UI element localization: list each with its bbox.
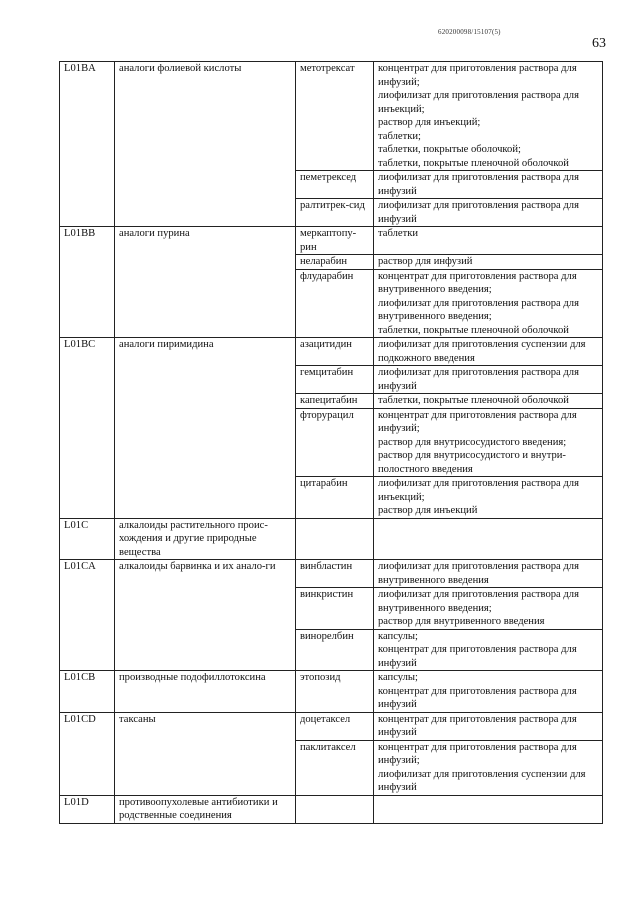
table-row bbox=[60, 671, 603, 713]
table-row bbox=[60, 560, 603, 588]
drug-name-cell: ралтитрек-сид bbox=[296, 199, 374, 227]
dosage-forms-cell bbox=[374, 518, 603, 560]
dosage-forms-cell bbox=[374, 588, 603, 630]
document-id: 620200098/15107(5) bbox=[438, 28, 501, 36]
drug-name-cell: винбластин bbox=[296, 560, 374, 588]
dosage-form-line: раствор для внутрисосудистого и внутри-полостного введения bbox=[378, 450, 566, 475]
drug-name-cell: флударабин bbox=[296, 269, 374, 338]
dosage-forms-cell bbox=[374, 560, 603, 588]
dosage-form-line: лиофилизат для приготовления раствора для инфузий bbox=[378, 172, 579, 197]
group-name-cell: алкалоиды растительного проис-хождения и другие природные вещества bbox=[115, 518, 296, 560]
drug-name-cell: этопозид bbox=[296, 671, 374, 713]
group-name-cell: алкалоиды барвинка и их анало-ги bbox=[115, 560, 296, 671]
drug-name-cell: капецитабин bbox=[296, 394, 374, 409]
dosage-forms-cell bbox=[374, 171, 603, 199]
dosage-forms-cell bbox=[374, 227, 603, 255]
dosage-form-line: лиофилизат для приготовления раствора для инъекций; bbox=[378, 90, 579, 115]
atc-code-cell: L01D bbox=[60, 795, 115, 823]
drug-name-cell: неларабин bbox=[296, 255, 374, 270]
dosage-form-line: таблетки, покрытые оболочкой; bbox=[378, 144, 521, 155]
dosage-form-line: таблетки, покрытые пленочной оболочкой bbox=[378, 324, 569, 336]
dosage-form-line: концентрат для приготовления раствора для инфузий; bbox=[378, 741, 577, 766]
dosage-form-line: раствор для инфузий bbox=[378, 256, 473, 267]
dosage-forms-cell bbox=[374, 338, 603, 366]
group-name-cell: производные подофиллотоксина bbox=[115, 671, 296, 713]
dosage-form-line: таблетки, покрытые пленочной оболочкой bbox=[378, 157, 569, 169]
atc-code-cell: L01CD bbox=[60, 712, 115, 795]
dosage-form-line: лиофилизат для приготовления раствора для инфузий bbox=[378, 200, 579, 225]
drug-name-cell bbox=[296, 795, 374, 823]
table-row bbox=[60, 338, 603, 366]
group-name-cell: аналоги пурина bbox=[115, 227, 296, 338]
dosage-forms-cell bbox=[374, 62, 603, 171]
dosage-forms-cell bbox=[374, 408, 603, 477]
dosage-form-line: раствор для инъекций bbox=[378, 505, 478, 516]
table-row bbox=[60, 712, 603, 740]
dosage-form-line: лиофилизат для приготовления раствора для внутривенного введения bbox=[378, 561, 579, 586]
drug-name-cell bbox=[296, 518, 374, 560]
drug-name-cell: паклитаксел bbox=[296, 740, 374, 795]
drug-name-cell: цитарабин bbox=[296, 477, 374, 519]
drug-classification-table bbox=[59, 61, 603, 824]
dosage-form-line: лиофилизат для приготовления раствора для внутривенного введения; bbox=[378, 589, 579, 614]
drug-name-cell: метотрексат bbox=[296, 62, 374, 171]
dosage-form-line: таблетки bbox=[378, 228, 419, 239]
atc-code-cell: L01CB bbox=[60, 671, 115, 713]
dosage-form-line: концентрат для приготовления раствора для инфузий bbox=[378, 713, 577, 738]
dosage-forms-cell bbox=[374, 394, 603, 409]
dosage-form-line: капсулы; bbox=[378, 630, 418, 642]
dosage-form-line: лиофилизат для приготовления раствора для инъекций; bbox=[378, 478, 579, 503]
table-body bbox=[60, 62, 603, 824]
dosage-forms-cell bbox=[374, 477, 603, 519]
page-number: 63 bbox=[592, 36, 606, 51]
dosage-form-line: концентрат для приготовления раствора для внутривенного введения; bbox=[378, 270, 577, 295]
dosage-form-line: концентрат для приготовления раствора для инфузий bbox=[378, 644, 577, 669]
group-name-cell: аналоги фолиевой кислоты bbox=[115, 62, 296, 227]
drug-name-cell: винорелбин bbox=[296, 629, 374, 671]
dosage-forms-cell bbox=[374, 712, 603, 740]
table-row bbox=[60, 795, 603, 823]
table-row bbox=[60, 62, 603, 171]
dosage-form-line: лиофилизат для приготовления раствора для внутривенного введения; bbox=[378, 297, 579, 322]
group-name-cell: аналоги пиримидина bbox=[115, 338, 296, 519]
drug-name-cell: гемцитабин bbox=[296, 366, 374, 394]
dosage-forms-cell bbox=[374, 269, 603, 338]
dosage-form-line: лиофилизат для приготовления раствора для инфузий bbox=[378, 367, 579, 392]
atc-code-cell: L01BB bbox=[60, 227, 115, 338]
dosage-form-line: концентрат для приготовления раствора для инфузий; bbox=[378, 63, 577, 88]
dosage-forms-cell bbox=[374, 795, 603, 823]
dosage-form-line: концентрат для приготовления раствора для инфузий bbox=[378, 685, 577, 710]
dosage-form-line: раствор для внутривенного введения bbox=[378, 616, 545, 627]
dosage-forms-cell bbox=[374, 629, 603, 671]
dosage-form-line: раствор для внутрисосудистого введения; bbox=[378, 436, 567, 448]
dosage-form-line: лиофилизат для приготовления суспензии для инфузий bbox=[378, 768, 586, 793]
table-row bbox=[60, 518, 603, 560]
dosage-forms-cell bbox=[374, 255, 603, 270]
dosage-form-line: таблетки, покрытые пленочной оболочкой bbox=[378, 395, 569, 406]
dosage-forms-cell bbox=[374, 671, 603, 713]
dosage-form-line: лиофилизат для приготовления суспензии для подкожного введения bbox=[378, 339, 586, 364]
drug-name-cell: фторурацил bbox=[296, 408, 374, 477]
drug-name-cell: доцетаксел bbox=[296, 712, 374, 740]
dosage-form-line: раствор для инъекций; bbox=[378, 117, 481, 128]
dosage-forms-cell bbox=[374, 366, 603, 394]
dosage-form-line: таблетки; bbox=[378, 130, 421, 142]
dosage-form-line: капсулы; bbox=[378, 672, 418, 683]
drug-name-cell: пеметрексед bbox=[296, 171, 374, 199]
group-name-cell: таксаны bbox=[115, 712, 296, 795]
atc-code-cell: L01BA bbox=[60, 62, 115, 227]
drug-name-cell: азацитидин bbox=[296, 338, 374, 366]
atc-code-cell: L01CA bbox=[60, 560, 115, 671]
atc-code-cell: L01BC bbox=[60, 338, 115, 519]
dosage-forms-cell bbox=[374, 199, 603, 227]
table-row bbox=[60, 227, 603, 255]
drug-name-cell: меркаптопу-рин bbox=[296, 227, 374, 255]
dosage-form-line: концентрат для приготовления раствора для инфузий; bbox=[378, 409, 577, 434]
atc-code-cell: L01C bbox=[60, 518, 115, 560]
drug-name-cell: винкристин bbox=[296, 588, 374, 630]
dosage-forms-cell bbox=[374, 740, 603, 795]
group-name-cell: противоопухолевые антибиотики и родственные соединения bbox=[115, 795, 296, 823]
